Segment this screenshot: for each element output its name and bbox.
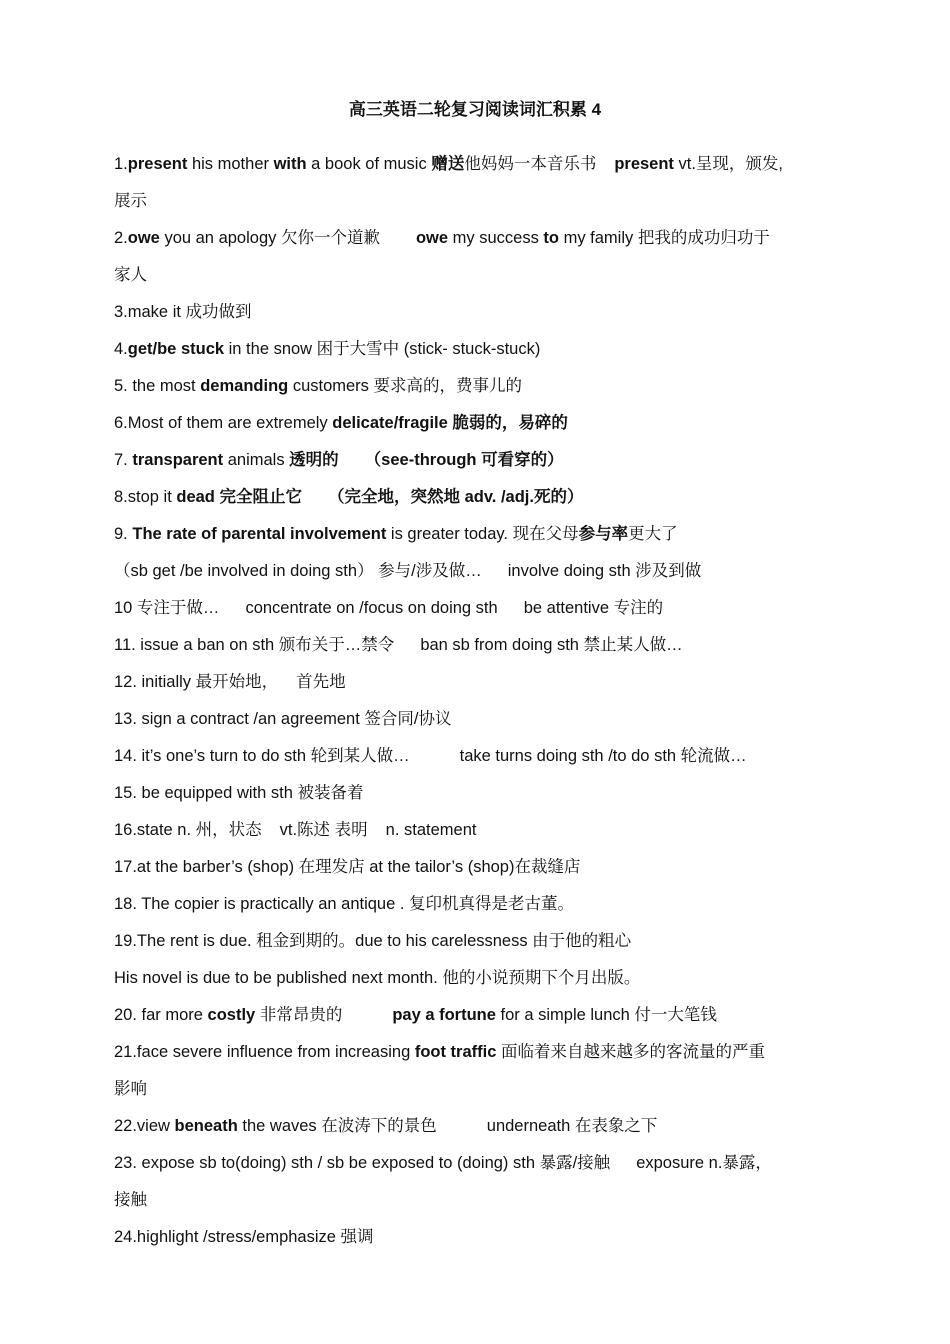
list-item: 22.view beneath the waves 在波涛下的景色 underneath 在表象之下 xyxy=(114,1117,658,1135)
list-item: 17.at the barber’s (shop) 在理发店 at the tailor’s (shop)在裁缝店 xyxy=(114,858,581,876)
list-item: 1.present his mother with a book of music 赠送他妈妈一本音乐书 present vt.呈现，颁发, xyxy=(114,155,784,173)
list-item: 19.The rent is due. 租金到期的。due to his carelessness 由于他的粗心 xyxy=(114,932,632,950)
list-item: 24.highlight /stress/emphasize 强调 xyxy=(114,1228,374,1246)
list-item-continuation: 家人 xyxy=(114,266,147,284)
list-item: 16.state n. 州，状态 vt.陈述 表明 n. statement xyxy=(114,821,477,839)
list-item: 14. it’s one’s turn to do sth 轮到某人做… take turns doing sth /to do sth 轮流做… xyxy=(114,747,747,765)
list-item: 6.Most of them are extremely delicate/fragile 脆弱的，易碎的 xyxy=(114,414,568,432)
list-item: 10 专注于做… concentrate on /focus on doing sth be attentive 专注的 xyxy=(114,599,664,617)
list-item-continuation: 接触 xyxy=(114,1191,147,1209)
list-item: 2.owe you an apology 欠你一个道歉 owe my success to my family 把我的成功归功于 xyxy=(114,229,770,247)
list-item: 12. initially 最开始地， 首先地 xyxy=(114,673,346,691)
list-item: 20. far more costly 非常昂贵的 pay a fortune for a simple lunch 付一大笔钱 xyxy=(114,1006,717,1024)
list-item: 9. The rate of parental involvement is greater today. 现在父母参与率更大了 xyxy=(114,525,678,543)
list-item: 4.get/be stuck in the snow 困于大雪中 (stick- stuck-stuck) xyxy=(114,340,541,358)
list-item: 11. issue a ban on sth 颁布关于…禁令 ban sb from doing sth 禁止某人做… xyxy=(114,636,683,654)
list-item: 15. be equipped with sth 被装备着 xyxy=(114,784,364,802)
list-item: 5. the most demanding customers 要求高的，费事儿的 xyxy=(114,377,523,395)
list-item: （sb get /be involved in doing sth） 参与/涉及做… involve doing sth 涉及到做 xyxy=(114,562,702,580)
list-item: 13. sign a contract /an agreement 签合同/协议 xyxy=(114,710,452,728)
list-item-continuation: 展示 xyxy=(114,192,147,210)
list-item: 18. The copier is practically an antique . 复印机真得是老古董。 xyxy=(114,895,575,913)
list-item-continuation: 影响 xyxy=(114,1080,147,1098)
page-title: 高三英语二轮复习阅读词汇积累 4 xyxy=(348,100,602,119)
vocabulary-list xyxy=(114,146,844,1256)
list-item: 21.face severe influence from increasing foot traffic 面临着来自越来越多的客流量的严重 xyxy=(114,1043,765,1061)
list-item: 8.stop it dead 完全阻止它 （完全地，突然地 adv. /adj.死的） xyxy=(114,488,584,506)
list-item: 7. transparent animals 透明的 （see-through 可看穿的） xyxy=(114,451,564,469)
list-item: 23. expose sb to(doing) sth / sb be exposed to (doing) sth 暴露/接触 exposure n.暴露， xyxy=(114,1154,772,1172)
list-item: His novel is due to be published next month. 他的小说预期下个月出版。 xyxy=(114,969,641,987)
list-item: 3.make it 成功做到 xyxy=(114,303,252,321)
